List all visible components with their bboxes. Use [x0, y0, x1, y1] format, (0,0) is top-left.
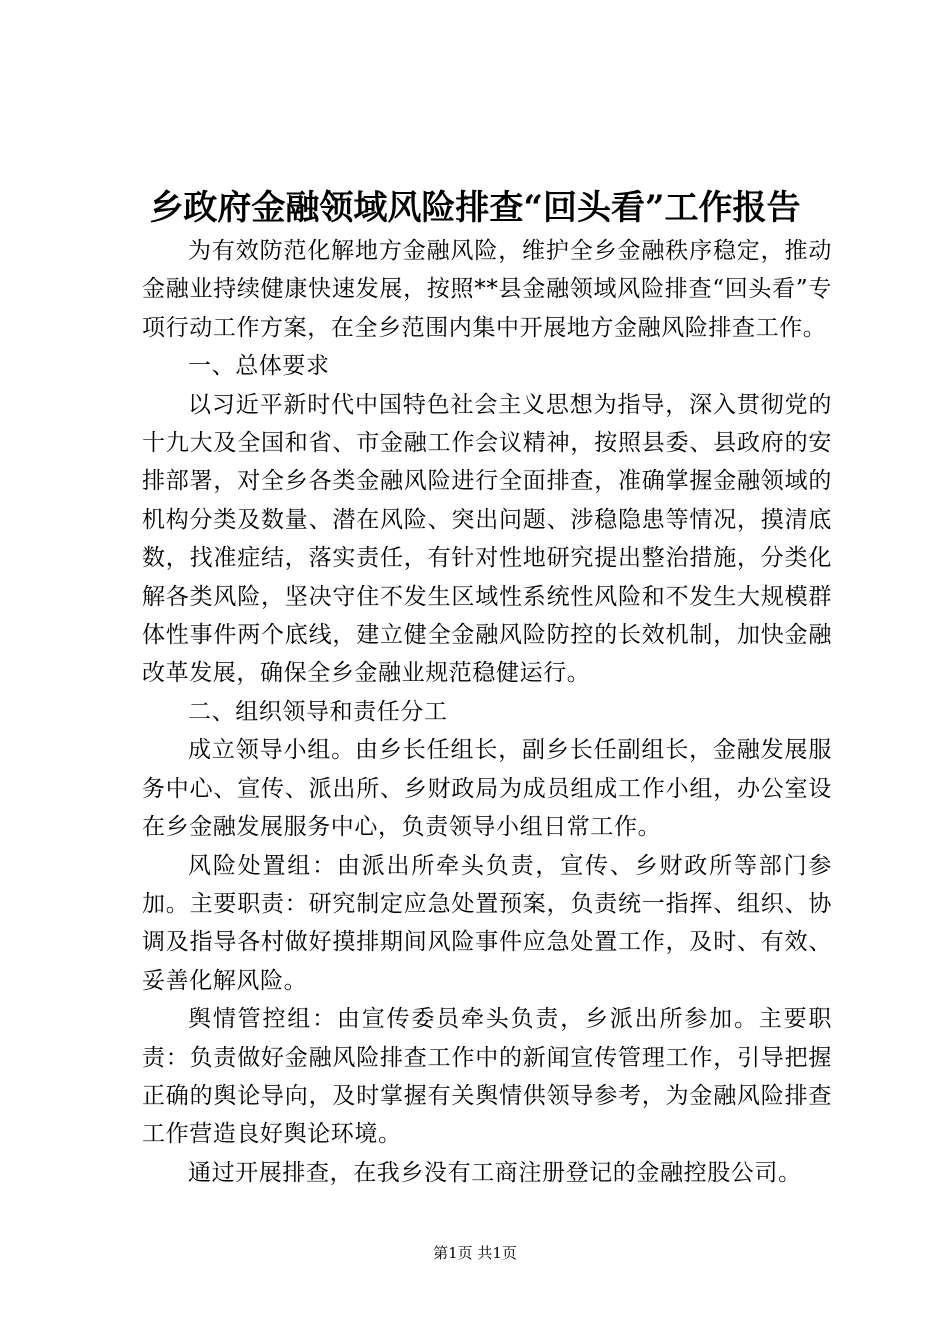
- document-title: 乡政府金融领域风险排查“回头看”工作报告: [149, 188, 801, 228]
- paragraph-conclusion: 通过开展排查，在我乡没有工商注册登记的金融控股公司。: [188, 1159, 802, 1186]
- document-body: [142, 232, 832, 1192]
- paragraph-risk-disposal-group: 风险处置组：由派出所牵头负责，宣传、乡财政所等部门参加。主要职责：研究制定应急处置预案，负责统一指挥、组织、协调及指导各村做好摸排期间风险事件应急处置工作，及时、有效、妥善化解风险。: [142, 852, 832, 994]
- paragraph-leading-group: 成立领导小组。由乡长任组长，副乡长任副组长，金融发展服务中心、宣传、派出所、乡财政局为成员组成工作小组，办公室设在乡金融发展服务中心，负责领导小组日常工作。: [142, 737, 832, 841]
- paragraph-general-requirements: 以习近平新时代中国特色社会主义思想为指导，深入贯彻党的十九大及全国和省、市金融工作会议精神，按照县委、县政府的安排部署，对全乡各类金融风险进行全面排查，准确掌握金融领域的机构分类及数量、潜在风险、突出问题、涉稳隐患等情况，摸清底数，找准症结，落实责任，有针对性地研究提出整治措施，分类化解各类风险，坚决守住不发生区域性系统性风险和不发生大规模群体性事件两个底线，建立健全金融风险防控的长效机制，加快金融改革发展，确保全乡金融业规范稳健运行。: [142, 391, 832, 687]
- section-heading-general-requirements: 一、总体要求: [188, 353, 330, 380]
- paragraph-public-opinion-group: 舆情管控组：由宣传委员牵头负责，乡派出所参加。主要职责：负责做好金融风险排查工作中的新闻宣传管理工作，引导把握正确的舆论导向，及时掌握有关舆情供领导参考，为金融风险排查工作营造良好舆论环境。: [142, 1006, 832, 1148]
- section-heading-organization: 二、组织领导和责任分工: [188, 698, 448, 725]
- paragraph-intro: 为有效防范化解地方金融风险，维护全乡金融秩序稳定，推动金融业持续健康快速发展，按照**县金融领域风险排查“回头看”专项行动工作方案，在全乡范围内集中开展地方金融风险排查工作。: [142, 238, 832, 341]
- page-number-footer: 第1页 共1页: [433, 1244, 517, 1262]
